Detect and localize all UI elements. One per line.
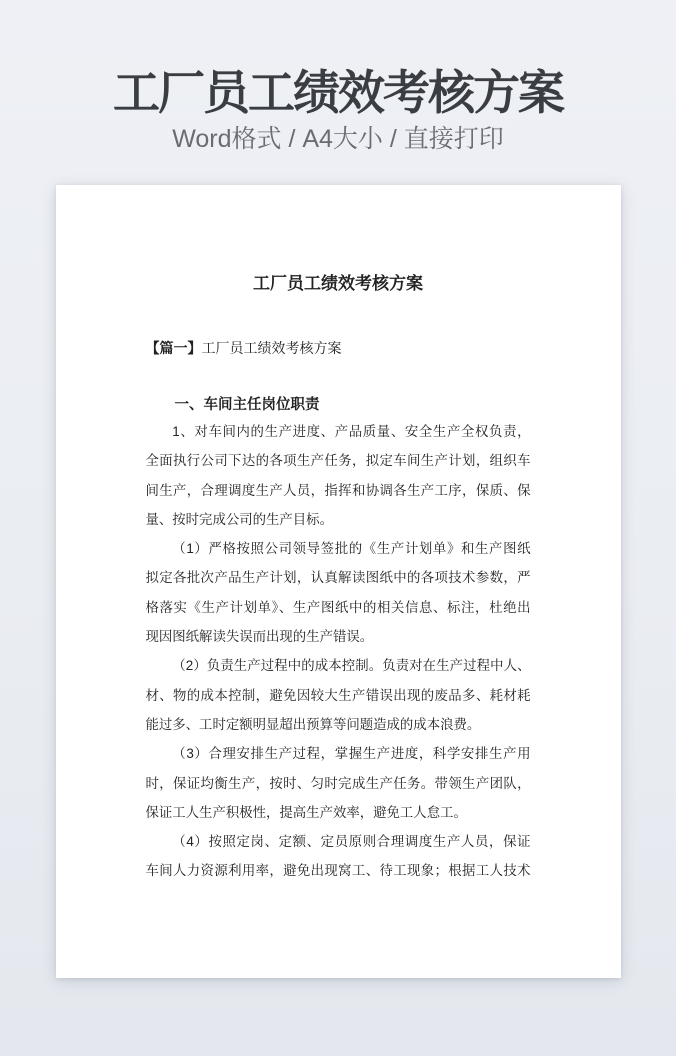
paragraph xyxy=(146,739,531,827)
section-label: 【篇一】 xyxy=(145,340,202,356)
paragraph-line: （4）按照定岗、定额、定员原则合理调度生产人员，保证 xyxy=(172,834,531,850)
paragraph-line: 间生产，合理调度生产人员，指挥和协调各生产工序，保质、保 xyxy=(145,482,531,498)
paragraph-line: （3）合理安排生产过程，掌握生产进度，科学安排生产用 xyxy=(172,746,531,762)
document-section-heading xyxy=(146,336,531,360)
page-title: 工厂员工绩效考核方案 xyxy=(113,66,563,119)
paragraph xyxy=(146,417,531,534)
document-body xyxy=(146,417,531,886)
document-subheading: 一、车间主任岗位职责 xyxy=(174,397,320,413)
paragraph xyxy=(146,651,531,739)
document-title: 工厂员工绩效考核方案 xyxy=(253,274,423,293)
paragraph-line: 能过多、工时定额明显超出预算等问题造成的成本浪费。 xyxy=(145,716,481,732)
paragraph-line: （1）严格按照公司领导签批的《生产计划单》和生产图纸 xyxy=(172,541,531,557)
paragraph-line: 保证工人生产积极性，提高生产效率，避免工人怠工。 xyxy=(145,804,467,820)
paragraph xyxy=(146,827,531,886)
paragraph-line: （2）负责生产过程中的成本控制。负责对在生产过程中人、 xyxy=(172,658,531,674)
paragraph-line: 现因图纸解读失误而出现的生产错误。 xyxy=(145,629,374,645)
paragraph-line: 拟定各批次产品生产计划，认真解读图纸中的各项技术参数，严 xyxy=(145,570,531,586)
paragraph-line: 车间人力资源利用率，避免出现窝工、待工现象；根据工人技术 xyxy=(145,863,531,879)
paragraph-line: 格落实《生产计划单》、生产图纸中的相关信息、标注，杜绝出 xyxy=(145,599,531,615)
paragraph-line: 材、物的成本控制，避免因较大生产错误出现的废品多、耗材耗 xyxy=(145,687,531,703)
paragraph-line: 全面执行公司下达的各项生产任务，拟定车间生产计划，组织车 xyxy=(145,453,531,469)
page-subtitle: Word格式 / A4大小 / 直接打印 xyxy=(172,125,504,153)
paragraph-line: 1、对车间内的生产进度、产品质量、安全生产全权负责， xyxy=(172,424,531,439)
document-page xyxy=(56,185,621,978)
paragraph-line: 时，保证均衡生产，按时、匀时完成生产任务。带领生产团队， xyxy=(145,775,531,791)
section-title: 工厂员工绩效考核方案 xyxy=(201,340,342,356)
template-preview-header xyxy=(0,0,676,154)
paragraph-line: 量、按时完成公司的生产目标。 xyxy=(145,511,333,527)
paragraph xyxy=(146,534,531,651)
